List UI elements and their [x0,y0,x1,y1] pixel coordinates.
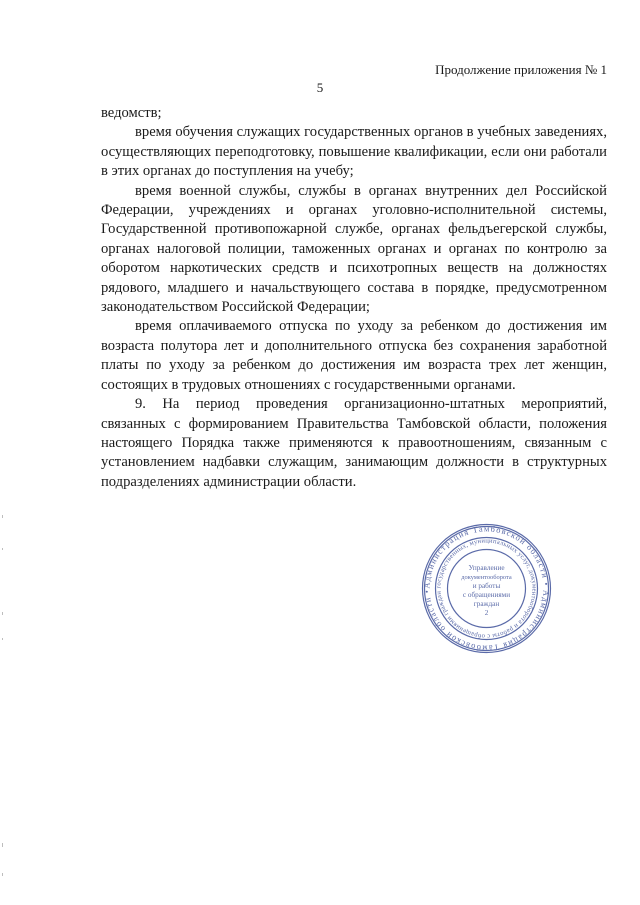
stamp-center-line: 2 [484,609,489,617]
paragraph-parental-leave: время оплачиваемого отпуска по уходу за ребенком до достижения им возраста полутора лет и дополнительного отпуска без сохранения заработной платы по уходу за ребенком до достижения им возраста трех лет женщин, состоящих в трудовых отношениях с государственными органами. [101,318,607,393]
page-number: 5 [316,80,324,95]
appendix-continuation-note: Продолжение приложения № 1 [435,62,607,77]
document-body [101,104,607,492]
stamp-outer-ring-text: Администрация Тамбовской области • Администрация Тамбовской области • [422,524,551,653]
paragraph-military-service: время военной службы, службы в органах внутренних дел Российской Федерации, учреждениях и органах уголовно-исполнительной системы, Государственной противопожарной службе, органах фельдъегерской службы, органах налоговой полиции, таможенных органах и органах по контролю за оборотом наркотических средств и психотропных веществ на должностях рядового, младшего и начальствующего состава в порядке, предусмотренном законодательством Российской Федерации; [101,182,607,316]
stamp-center-line: документооборота [461,574,512,581]
stamp-middle-ring-text: государственных, муниципальных услуг, документооборота и работы с обращениями граждан [435,537,538,640]
stamp-center-line: Управление [468,564,505,572]
paragraph-continuation: ведомств; [101,105,162,121]
paragraph-item-9: 9. На период проведения организационно-штатных мероприятий, связанных с формированием Правительства Тамбовской области, положения настоящего Порядка также применяются к правоотношениям, связанным с установлением надбавки служащим, занимающим должности в структурных подразделениях администрации области. [101,396,607,490]
paragraph-study-time: время обучения служащих государственных органов в учебных заведениях, осуществляющих переподготовку, повышение квалификации, если они работали в этих органах до поступления на учебу; [101,124,607,180]
stamp-center-line: и работы [472,582,501,590]
stamp-center-line: с обращениями [462,591,511,599]
scan-edge-marks [0,0,6,905]
stamp-center-line: граждан [473,600,500,608]
official-stamp [421,523,552,654]
